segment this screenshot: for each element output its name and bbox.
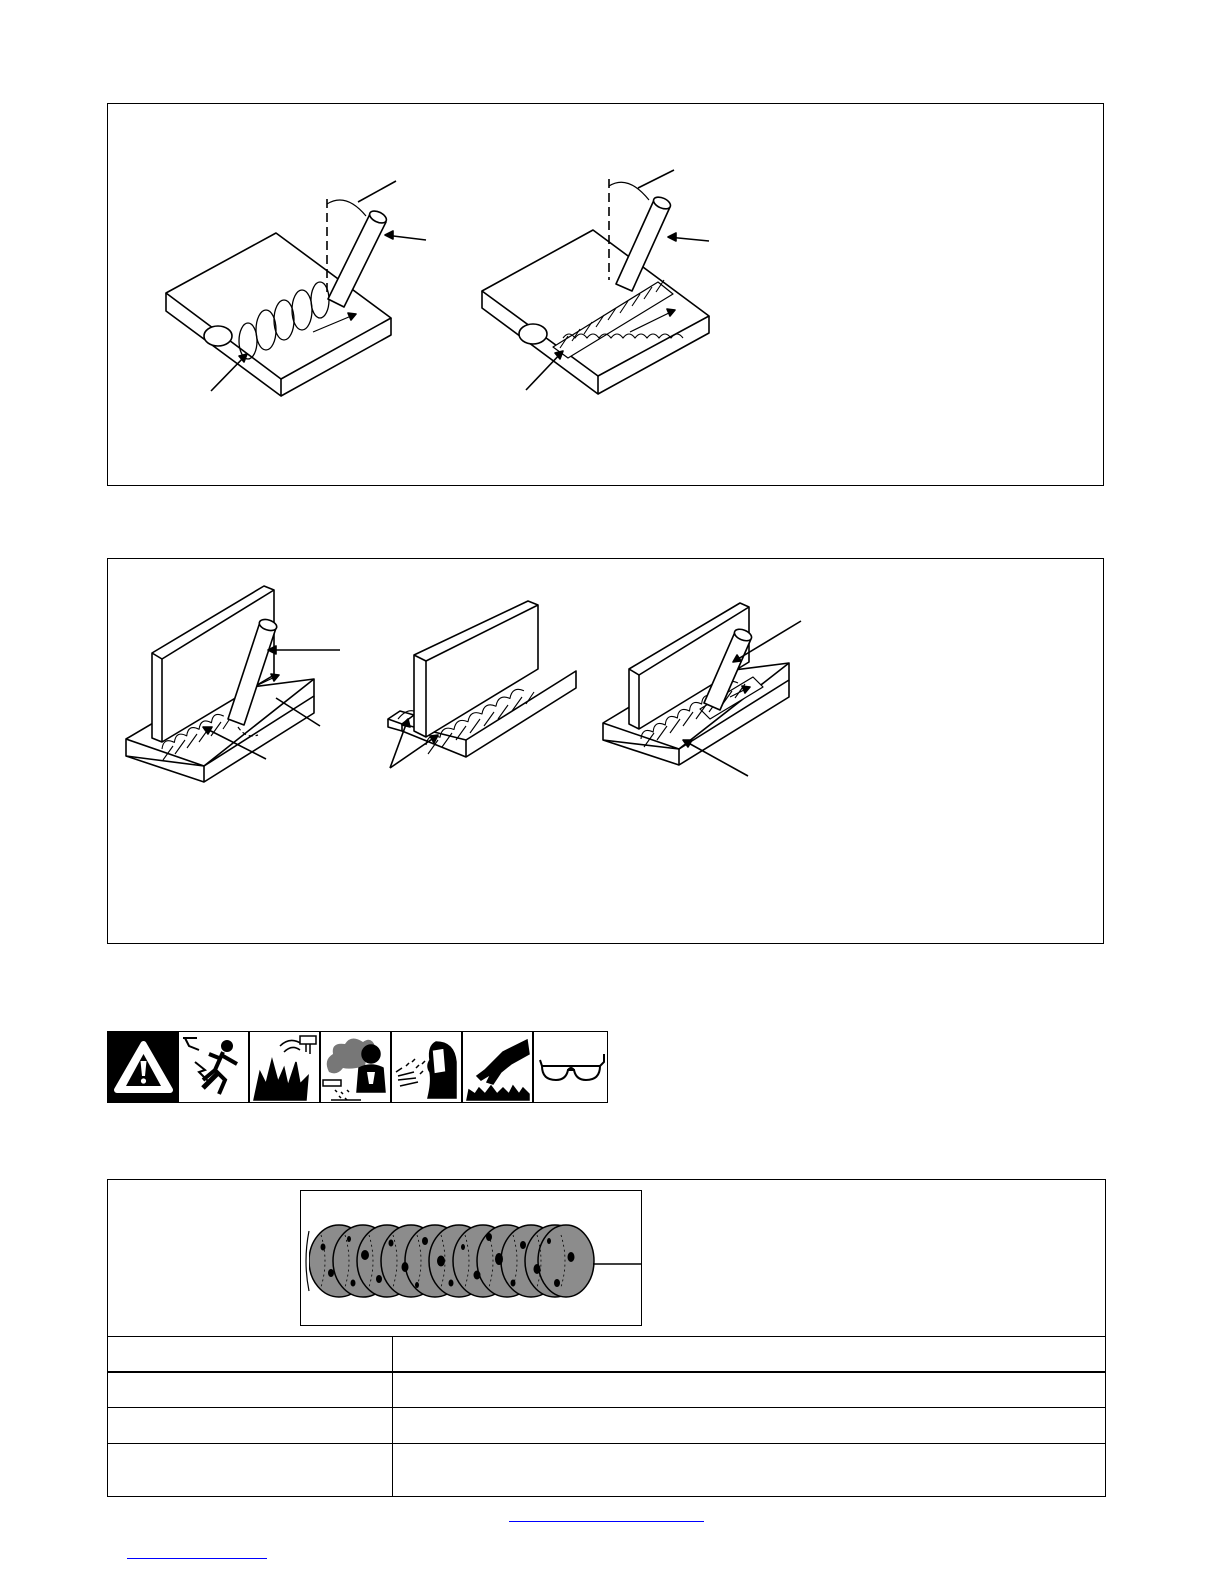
fillet-sketch-3 [603,603,801,776]
porosity-table [108,1336,1105,1496]
fumes-icon [320,1031,391,1103]
table-row [108,1372,1105,1408]
porosity-weld-bead-illustration [301,1191,643,1327]
footer-link-underline-secondary[interactable] [127,1558,267,1559]
weld-joint-illustration [108,104,1105,487]
arc-rays-icon [391,1031,462,1103]
table-row [108,1408,1105,1444]
electric-shock-icon [178,1031,249,1103]
fillet-sketch-1 [126,586,340,782]
hot-parts-icon [462,1031,533,1103]
table-cell [108,1337,393,1373]
explosion-sparks-icon [249,1031,320,1103]
table-cell [393,1444,1106,1497]
safety-warning-strip [107,1031,608,1103]
joint-sketch-right [482,170,709,394]
table-cell [108,1408,393,1444]
warning-triangle-icon [107,1031,178,1103]
joint-sketch-left [166,181,426,396]
safety-glasses-icon [533,1031,608,1103]
fillet-weld-illustration [108,559,1105,945]
joint-figure-panel [107,103,1104,486]
table-cell [108,1372,393,1408]
table-row [108,1337,1105,1373]
fillet-sketch-2 [388,601,576,768]
footer-link-underline[interactable] [509,1521,704,1522]
fillet-figure-panel [107,558,1104,944]
table-cell [393,1337,1106,1373]
table-cell [393,1372,1106,1408]
porosity-figure-frame [300,1190,642,1326]
porosity-panel [107,1179,1106,1497]
table-cell [393,1408,1106,1444]
table-row [108,1444,1105,1497]
table-cell [108,1444,393,1497]
